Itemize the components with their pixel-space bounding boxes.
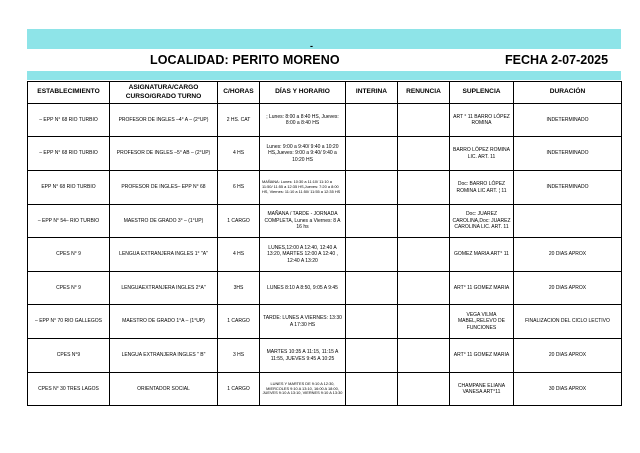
cell-renuncia [398,238,450,272]
title-row [27,51,621,70]
table-row [28,272,622,305]
cell-asignatura: PROFESOR DE INGLES –5° AB – (2°UP) [110,137,218,171]
header-band-bottom [27,71,621,80]
cell-suplencia: BARRO LÓPEZ ROMINA LIC. ART. 11 [450,137,514,171]
table-row [28,171,622,205]
header-dash: - [310,41,313,51]
cell-interina [346,104,398,137]
cell-asignatura: ORIENTADOR SOCIAL [110,373,218,406]
cell-establecimiento: CPES N° 9 [28,238,110,272]
cell-establecimiento: – EPP N° 68 RIO TURBIO [28,104,110,137]
table-row [28,305,622,339]
cell-dias: Lunes: 9:00 a 9:40/ 9:40 a 10:20 HS,Jueves: 9:00 a 9:40/ 9:40 a 10:20 HS [260,137,346,171]
col-header-suplencia: SUPLENCIA [450,82,514,104]
cell-duracion: INDETERMINADO [514,171,622,205]
cell-dias: MAÑANA / TARDE - JORNADA COMPLETA, Lunes a Viernes: 8 A 16 hs [260,205,346,238]
cell-asignatura: LENGUA EXTRANJERA INGLES " B" [110,339,218,373]
cell-renuncia [398,171,450,205]
table-row [28,104,622,137]
cell-renuncia [398,339,450,373]
cell-renuncia [398,305,450,339]
cell-suplencia: ART ° 11 BARRO LÓPEZ ROMINA [450,104,514,137]
cell-dias: LUNES 8:10 A 8:50, 9:05 A 9:45 [260,272,346,305]
cell-duracion: FINALIZACION DEL CICLO LECTIVO [514,305,622,339]
localidad-title: LOCALIDAD: PERITO MORENO [150,53,340,67]
cell-interina [346,272,398,305]
cell-renuncia [398,104,450,137]
cell-duracion: INDETERMINADO [514,104,622,137]
cell-duracion [514,205,622,238]
cell-interina [346,373,398,406]
table-row [28,339,622,373]
cell-dias: TARDE: LUNES A VIERNES: 13:30 A 17:30 HS [260,305,346,339]
cell-duracion: 20 DIAS APROX [514,272,622,305]
cell-interina [346,171,398,205]
cell-asignatura: LENGUA EXTRANJERA INGLES 1° "A" [110,238,218,272]
cell-interina [346,339,398,373]
table-header-row [28,82,622,104]
fecha-title: FECHA 2-07-2025 [505,53,609,67]
cell-duracion: INDETERMINADO [514,137,622,171]
cell-duracion: 20 DIAS APROX [514,238,622,272]
cell-horas: 1 CARGO [218,205,260,238]
table-row [28,373,622,406]
cell-suplencia: Doc: JUAREZ CAROLINA,Doc: JUAREZ CAROLINA LIC. ART. 11 [450,205,514,238]
table-row [28,137,622,171]
cell-dias: MARTES 10:35 A 11:15, 11:15 A 11:55, JUEVES 9:45 A 10:25 [260,339,346,373]
cell-dias: ; Lunes: 8:00 a 8:40 HS, Jueves: 8:00 a 8:40 HS [260,104,346,137]
col-header-asignatura: ASIGNATURA/CARGO CURSO/GRADO TURNO [110,82,218,104]
col-header-duracion: DURACIÓN [514,82,622,104]
cell-horas: 4 HS [218,137,260,171]
cell-asignatura: LENGUAEXTRANJERA INGLES 2°A" [110,272,218,305]
cell-interina [346,205,398,238]
cell-horas: 1 CARGO [218,373,260,406]
cell-duracion: 20 DIAS APROX [514,339,622,373]
cell-establecimiento: – EPP N° 54– RIO TURBIO [28,205,110,238]
cell-dias: MAÑANA: Lunes: 10:30 a 11:10/ 11:10 a 11:50/ 11:55 a 12:35 HS,Jueves: 7:20 a 8:00 HS, Viernes: 11:10 a 11:50/ 11:55 a 12:35 HS [260,171,346,205]
vacancies-table [27,81,622,406]
cell-dias: LUNES Y MARTES DE 9:10 A 12:30, MIERCOLES 9:10 A 13:10, 16:00 A 18:00, JUEVES 9:10 A 13:10, VIERNES 9:10 A 13:30 [260,373,346,406]
cell-interina [346,238,398,272]
cell-renuncia [398,373,450,406]
cell-interina [346,305,398,339]
cell-renuncia [398,205,450,238]
cell-establecimiento: CPES N° 30 TRES LAGOS [28,373,110,406]
table-row [28,205,622,238]
cell-suplencia: CHAMPANE ELIANA VANESA ART°11 [450,373,514,406]
cell-suplencia: Doc: BARRO LÓPEZ ROMINA LIC ART. ¦ 11 [450,171,514,205]
cell-establecimiento: – EPP N° 68 RIO TURBIO [28,137,110,171]
col-header-establecimiento: ESTABLECIMIENTO [28,82,110,104]
cell-suplencia: ART° 11 GOMEZ MARIA [450,272,514,305]
cell-horas: 1 CARGO [218,305,260,339]
cell-asignatura: PROFESOR DE INGLES –4° A – (2°UP) [110,104,218,137]
cell-establecimiento: EPP N° 68 RIO TURBIO [28,171,110,205]
cell-horas: 4 HS [218,238,260,272]
cell-horas: 3HS [218,272,260,305]
cell-interina [346,137,398,171]
cell-horas: 6 HS [218,171,260,205]
cell-dias: LUNES,12:00 A 12:40, 12:40 A 13:20, MARTES 12:00 A 12:40 , 12:40 A 13:20 [260,238,346,272]
cell-asignatura: PROFESOR DE INGLES– EPP N° 68 [110,171,218,205]
cell-establecimiento: CPES N° 9 [28,272,110,305]
cell-suplencia: ART° 11 GOMEZ MARIA [450,339,514,373]
col-header-renuncia: RENUNCIA [398,82,450,104]
cell-asignatura: MAESTRO DE GRADO 3° – (1°UP) [110,205,218,238]
cell-suplencia: GOMEZ MARIA ART° 11 [450,238,514,272]
col-header-interina: INTERINA [346,82,398,104]
cell-renuncia [398,137,450,171]
header-band-top [27,29,621,49]
cell-duracion: 30 DIAS APROX [514,373,622,406]
col-header-horas: C/HORAS [218,82,260,104]
table-row [28,238,622,272]
cell-horas: 3 HS [218,339,260,373]
cell-establecimiento: CPES N°9 [28,339,110,373]
cell-establecimiento: – EPP N° 70 RIO GALLEGOS [28,305,110,339]
cell-renuncia [398,272,450,305]
col-header-dias: DÍAS Y HORARIO [260,82,346,104]
cell-asignatura: MAESTRO DE GRADO 1°A – (1°UP) [110,305,218,339]
cell-suplencia: VEGA VILMA MABEL,RELEVO DE FUNCIONES [450,305,514,339]
cell-horas: 2 HS. CAT [218,104,260,137]
